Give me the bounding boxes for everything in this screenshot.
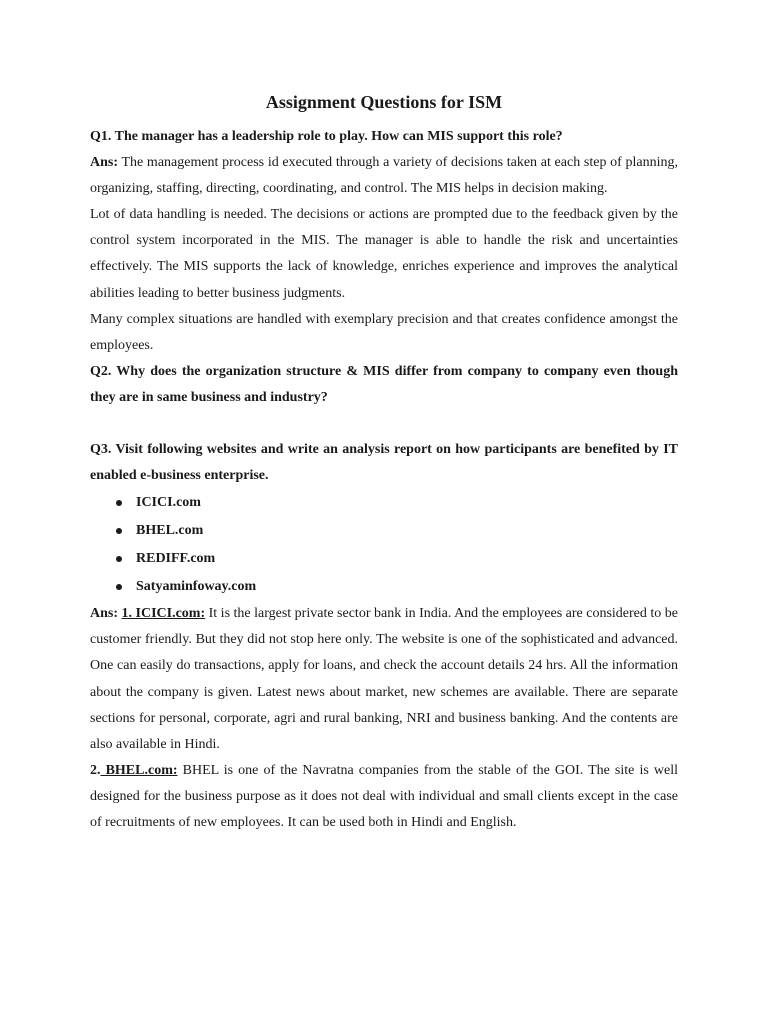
document-title: Assignment Questions for ISM [265, 92, 503, 112]
icici-heading: 1. ICICI.com: [121, 606, 206, 622]
list-item: BHEL.com [116, 517, 678, 545]
answer-1-paragraph-3: Many complex situations are handled with exemplary precision and that creates confidence amongst the employees. [90, 311, 678, 353]
answer-1-paragraph-2: Lot of data handling is needed. The decisions or actions are prompted due to the feedback given by the control system incorporated in the MIS. The manager is able to handle the risk and uncertainties effectively. The MIS supports the lack of knowledge, enriches experience and improves the analytical abilities leading to better business judgments. [90, 207, 678, 301]
question-3: Q3. Visit following websites and write an analysis report on how participants are benefited by IT enabled e-business enterprise. [90, 442, 678, 484]
answer-3-label: Ans: [90, 606, 119, 622]
list-item: ICICI.com [116, 489, 678, 517]
bhel-number: 2. [90, 762, 101, 778]
website-list [90, 489, 678, 601]
answer-1-paragraph-1 [90, 150, 678, 202]
bhel-text: BHEL is one of the Navratna companies from the stable of the GOI. The site is well designed for the business purpose as it does not deal with individual and small clients except in the case of recruitments of new employees. It can be used both in Hindi and English. [90, 762, 678, 830]
bhel-heading: BHEL.com: [100, 762, 178, 778]
question-2: Q2. Why does the organization structure & MIS differ from company to company even though they are in same business and industry? [90, 363, 678, 405]
question-1: Q1. The manager has a leadership role to play. How can MIS support this role? [90, 129, 563, 144]
list-item: Satyaminfoway.com [116, 573, 678, 601]
blank-line [90, 411, 678, 437]
list-item: REDIFF.com [116, 545, 678, 573]
icici-text: It is the largest private sector bank in India. And the employees are considered to be customer friendly. But they did not stop here only. The website is one of the sophisticated and advanced. One can easily do transactions, apply for loans, and check the account details 24 hrs. All the information about the company is given. Latest news about market, new schemes are available. There are separate sections for personal, corporate, agri and rural banking, NRI and business banking. And the contents are also available in Hindi. [90, 606, 678, 752]
answer-3-icici [90, 601, 678, 758]
answer-1-text-1: The management process id executed through a variety of decisions taken at each step of planning, organizing, staffing, directing, coordinating, and control. The MIS helps in decision making. [90, 155, 678, 197]
answer-3-bhel [90, 758, 678, 836]
answer-1-label: Ans: [90, 155, 119, 171]
document-page [90, 84, 678, 836]
